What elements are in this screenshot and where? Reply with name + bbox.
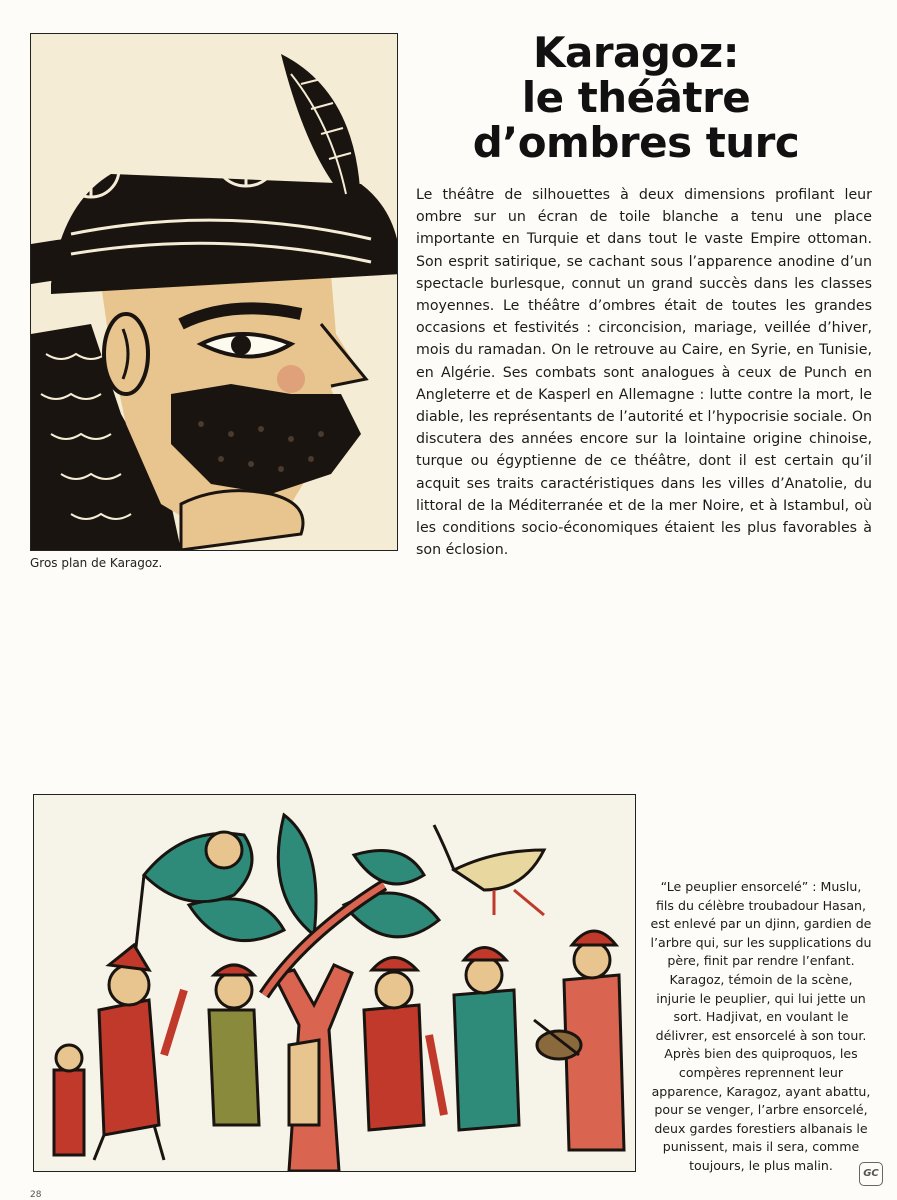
shadow-theatre-scene-image bbox=[33, 794, 636, 1172]
top-figure-caption: Gros plan de Karagoz. bbox=[30, 556, 163, 570]
article-title bbox=[416, 30, 856, 165]
bottom-figure-caption: “Le peuplier ensorcelé” : Muslu, fils du célèbre troubadour Hasan, est enlevé par un djinn, gardien de l’arbre qui, sur les supplications du père, finit par rendre l’enfant. Karagoz, témoin de la scène, injurie le peuplier, qui lui jette un sort. Hadjivat, en voulant le délivrer, est ensorcelé à son tour. Après bien des quiproquos, les compères reprennent leur apparence, Karagoz, ayant abattu, pour se venger, l’arbre ensorcelé, deux gardes forestiers albanais le punissent, mais il sera, comme toujours, le plus malin. bbox=[650, 879, 872, 1173]
shadow-theatre-scene-illustration bbox=[34, 795, 635, 1171]
article-body: Le théâtre de silhouettes à deux dimensions profilant leur ombre sur un écran de toile blanche a tenu une place importante en Turquie et dans tout le vaste Empire ottoman. Son esprit satirique, se cachant sous l’apparence anodine d’un spectacle burlesque, connut un grand succès dans les classes moyennes. Le théâtre d’ombres était de toutes les grandes occasions et festivités : circoncision, mariage, veillée d’hiver, mois du ramadan. On le retrouve au Caire, en Syrie, en Tunisie, en Algérie. Ses combats sont analogues à ceux de Punch en Angleterre et de Kasperl en Allemagne : lutte contre la mort, le diable, les représentants de l’autorité et l’hypocrisie sociale. On discutera des années encore sur la lointaine origine chinoise, turque ou égyptienne de ce théâtre, dont il est certain qu’il acquit ses traits caractéristiques dans les villes d’Anatolie, du littoral de la Méditerranée et de la mer Noire, et à Istambul, où les conditions socio-économiques étaient les plus favorables à son éclosion. bbox=[416, 187, 872, 559]
page-number: 28 bbox=[30, 1190, 42, 1200]
article-title-line-3: d’ombres turc bbox=[472, 118, 800, 167]
article-title-line-2: le théâtre bbox=[521, 73, 751, 122]
watermark-logo: GC bbox=[859, 1162, 883, 1186]
article-title-line-1: Karagoz: bbox=[532, 28, 740, 77]
karagoz-closeup-image bbox=[30, 33, 398, 551]
karagoz-closeup-illustration bbox=[31, 34, 397, 550]
